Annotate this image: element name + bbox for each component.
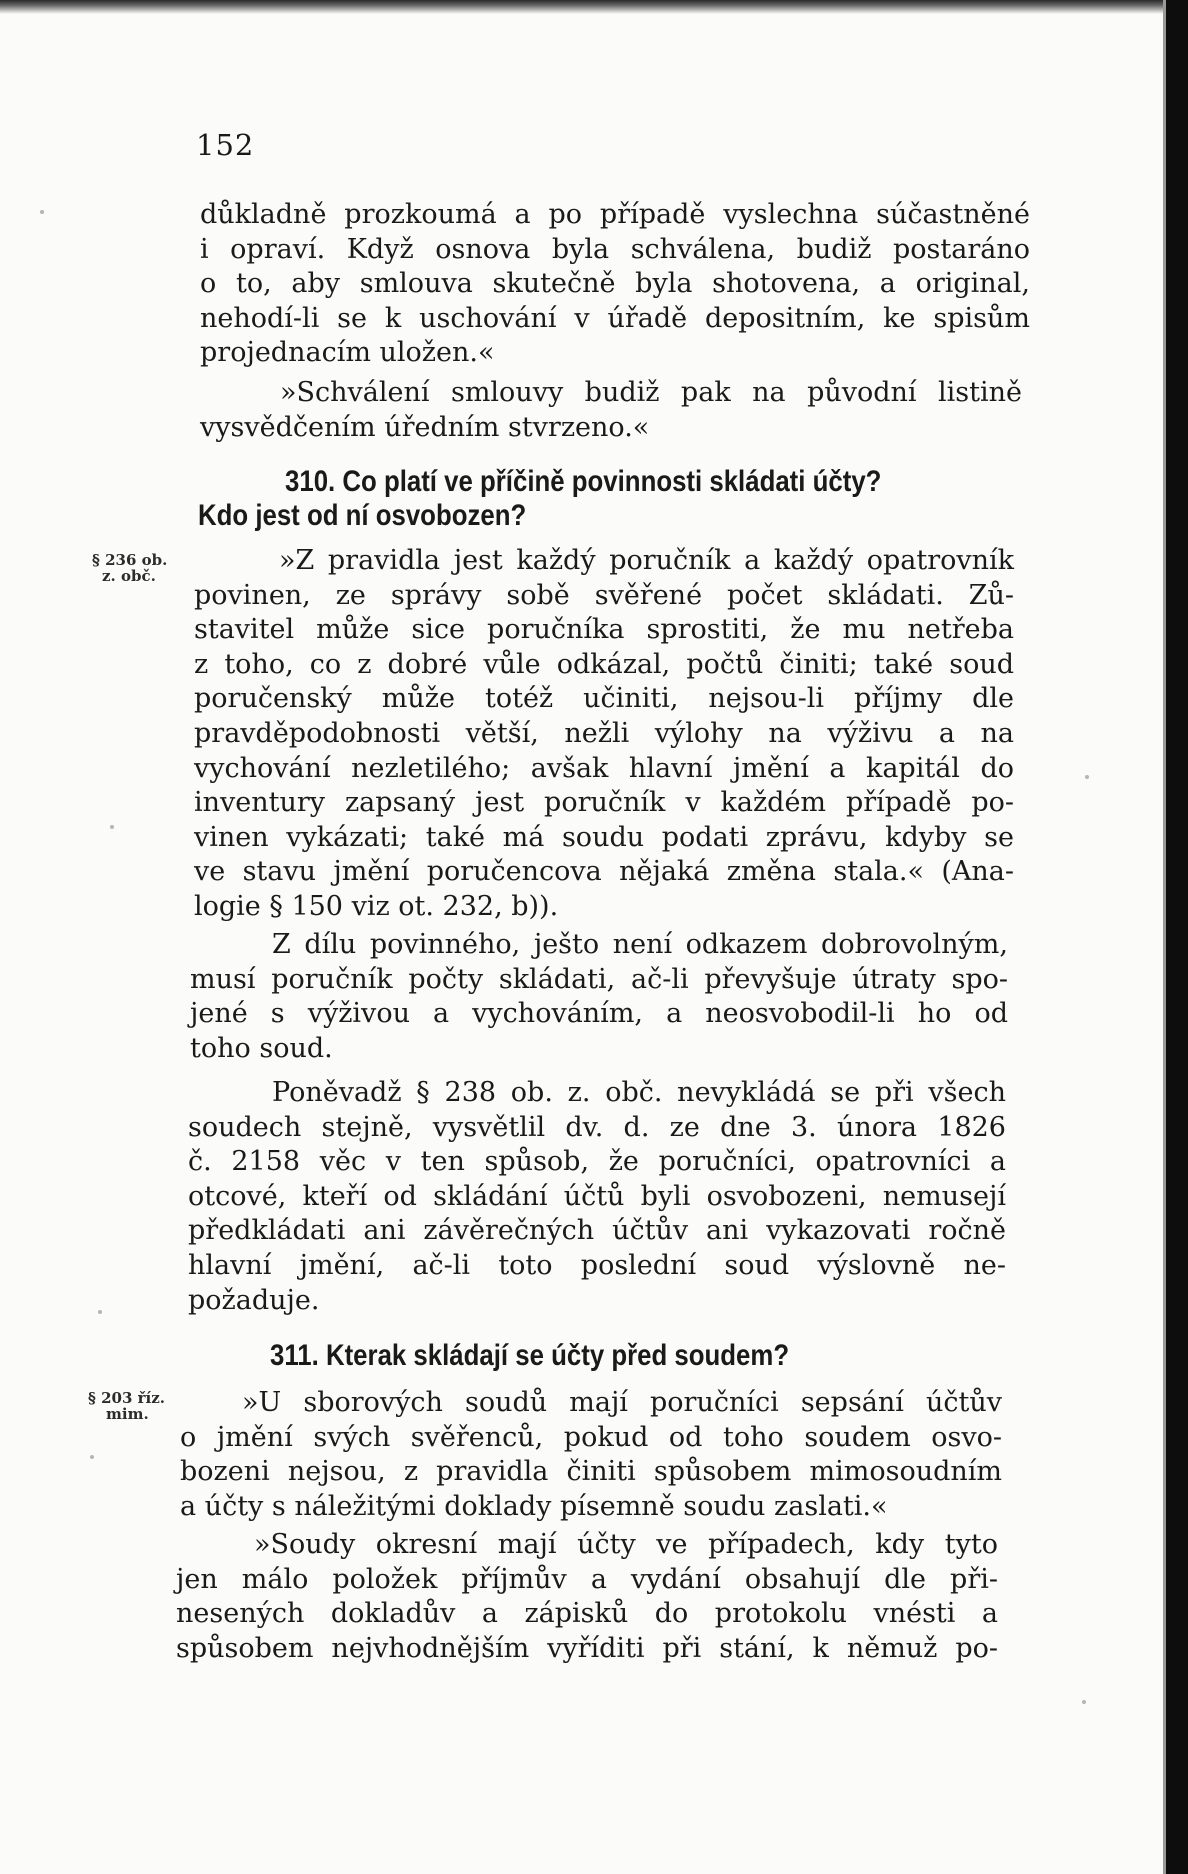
text-line: inventury zapsaný jest poručník v každém případě po- (194, 787, 1014, 819)
scan-speck (1085, 775, 1089, 779)
section-heading-311: 311. Kterak skládají se účty před soudem? (270, 1339, 790, 1372)
text-line: vinen vykázati; také má soudu podati zprávu, kdyby se (194, 821, 1014, 853)
paragraph-7 (176, 1528, 998, 1666)
text-line: soudech stejně, vysvětlil dv. d. ze dne 3. února 1826 (188, 1111, 1006, 1143)
margin-reference: mim. (106, 1405, 149, 1423)
text-line: otcové, kteří od skládání účtů byli osvobozeni, nemusejí (188, 1180, 1006, 1212)
text-line: jené s výživou a vychováním, a neosvobodil-li ho od (190, 998, 1008, 1030)
text-line: »U sborových soudů mají poručníci sepsání účtův (242, 1387, 1002, 1418)
text-line: spůsobem nejvhodnějším vyříditi při stání, k němuž po- (176, 1632, 998, 1664)
scan-speck (40, 210, 44, 214)
scan-speck (90, 1455, 94, 1459)
scan-right-edge (1166, 0, 1188, 1874)
paragraph-3 (194, 544, 1014, 925)
paragraph-2 (200, 376, 1022, 445)
text-line: důkladně prozkoumá a po případě vyslechna súčastněné (200, 199, 1030, 230)
margin-reference: z. obč. (102, 567, 156, 585)
scan-speck (1082, 1700, 1086, 1704)
text-line: projednacím uložen.« (200, 337, 495, 369)
text-line: vychování nezletilého; avšak hlavní jmění a kapitál do (194, 752, 1014, 784)
text-line: vysvědčením úředním stvrzeno.« (200, 411, 650, 443)
paragraph-5 (188, 1076, 1006, 1318)
margin-reference: § 236 ob. (92, 551, 168, 569)
text-line: o to, aby smlouva skutečně byla shotovena, a original, (200, 268, 1030, 300)
text-line: i opraví. Když osnova byla schválena, budiž postaráno (200, 233, 1030, 265)
paragraph-1 (200, 198, 1030, 371)
text-line: a účty s náležitými doklady písemně soudu zaslati.« (180, 1490, 888, 1522)
text-line: č. 2158 věc v ten spůsob, že poručníci, opatrovníci a (188, 1146, 1006, 1178)
text-line: Z dílu povinného, ještо není odkazem dobrovolným, (272, 929, 1008, 960)
text-line: »Schválení smlouvy budiž pak na původní listině (280, 377, 1022, 408)
text-line: stavitel může sice poručníka sprostiti, že mu netřeba (194, 614, 1014, 646)
text-line: logie § 150 viz ot. 232, b)). (194, 890, 559, 922)
margin-reference: § 203 říz. (88, 1389, 165, 1407)
section-heading-310: 310. Co platí ve příčině povinnosti skládati účty? (285, 465, 882, 498)
text-line: požaduje. (188, 1284, 320, 1316)
page-number: 152 (196, 128, 255, 162)
text-line: povinen, ze správy sobě svěřené počet skládati. Zů- (194, 579, 1014, 611)
text-line: nehodí-li se k uschování v úřadě depositním, ke spisům (200, 302, 1030, 334)
text-line: ve stavu jmění poručencova nějaká změna stala.« (Ana- (194, 856, 1014, 888)
text-line: z toho, co z dobré vůle odkázal, počtů činiti; také soud (194, 648, 1014, 680)
text-line: bozeni nejsou, z pravidla činiti spůsobem mimosoudním (180, 1456, 1002, 1488)
text-line: »Z pravidla jest každý poručník a každý opatrovník (279, 545, 1014, 576)
text-line: nesených dokladův a zápisků do protokolu vnésti a (176, 1598, 998, 1630)
scan-speck (110, 825, 114, 829)
text-line: Poněvadž § 238 ob. z. obč. nevykládá se při všech (272, 1077, 1006, 1108)
scan-speck (98, 1310, 102, 1314)
text-line: toho soud. (190, 1032, 333, 1064)
text-line: o jmění svých svěřenců, pokud od toho soudem osvo- (180, 1421, 1002, 1453)
text-line: pravděpodobnosti větší, nežli výlohy na výživu a na (194, 717, 1014, 749)
text-line: hlavní jmění, ač-li toto poslední soud výslovně ne- (188, 1249, 1006, 1281)
text-line: poručenský může totéž učiniti, nejsou-li příjmy dle (194, 683, 1014, 715)
paragraph-6 (180, 1386, 1002, 1524)
section-heading-310-cont: Kdo jest od ní osvobozen? (198, 499, 527, 532)
text-line: předkládati ani závěrečných účtův ani vykazovati ročně (188, 1215, 1006, 1247)
text-line: »Soudy okresní mají účty ve případech, kdy tyto (254, 1529, 998, 1560)
scan-top-edge (0, 0, 1188, 14)
text-line: musí poručník počty skládati, ač-li převyšuje útraty spo- (190, 963, 1008, 995)
paragraph-4 (190, 928, 1008, 1066)
text-line: jen málo položek příjmův a vydání obsahují dle při- (176, 1563, 998, 1595)
